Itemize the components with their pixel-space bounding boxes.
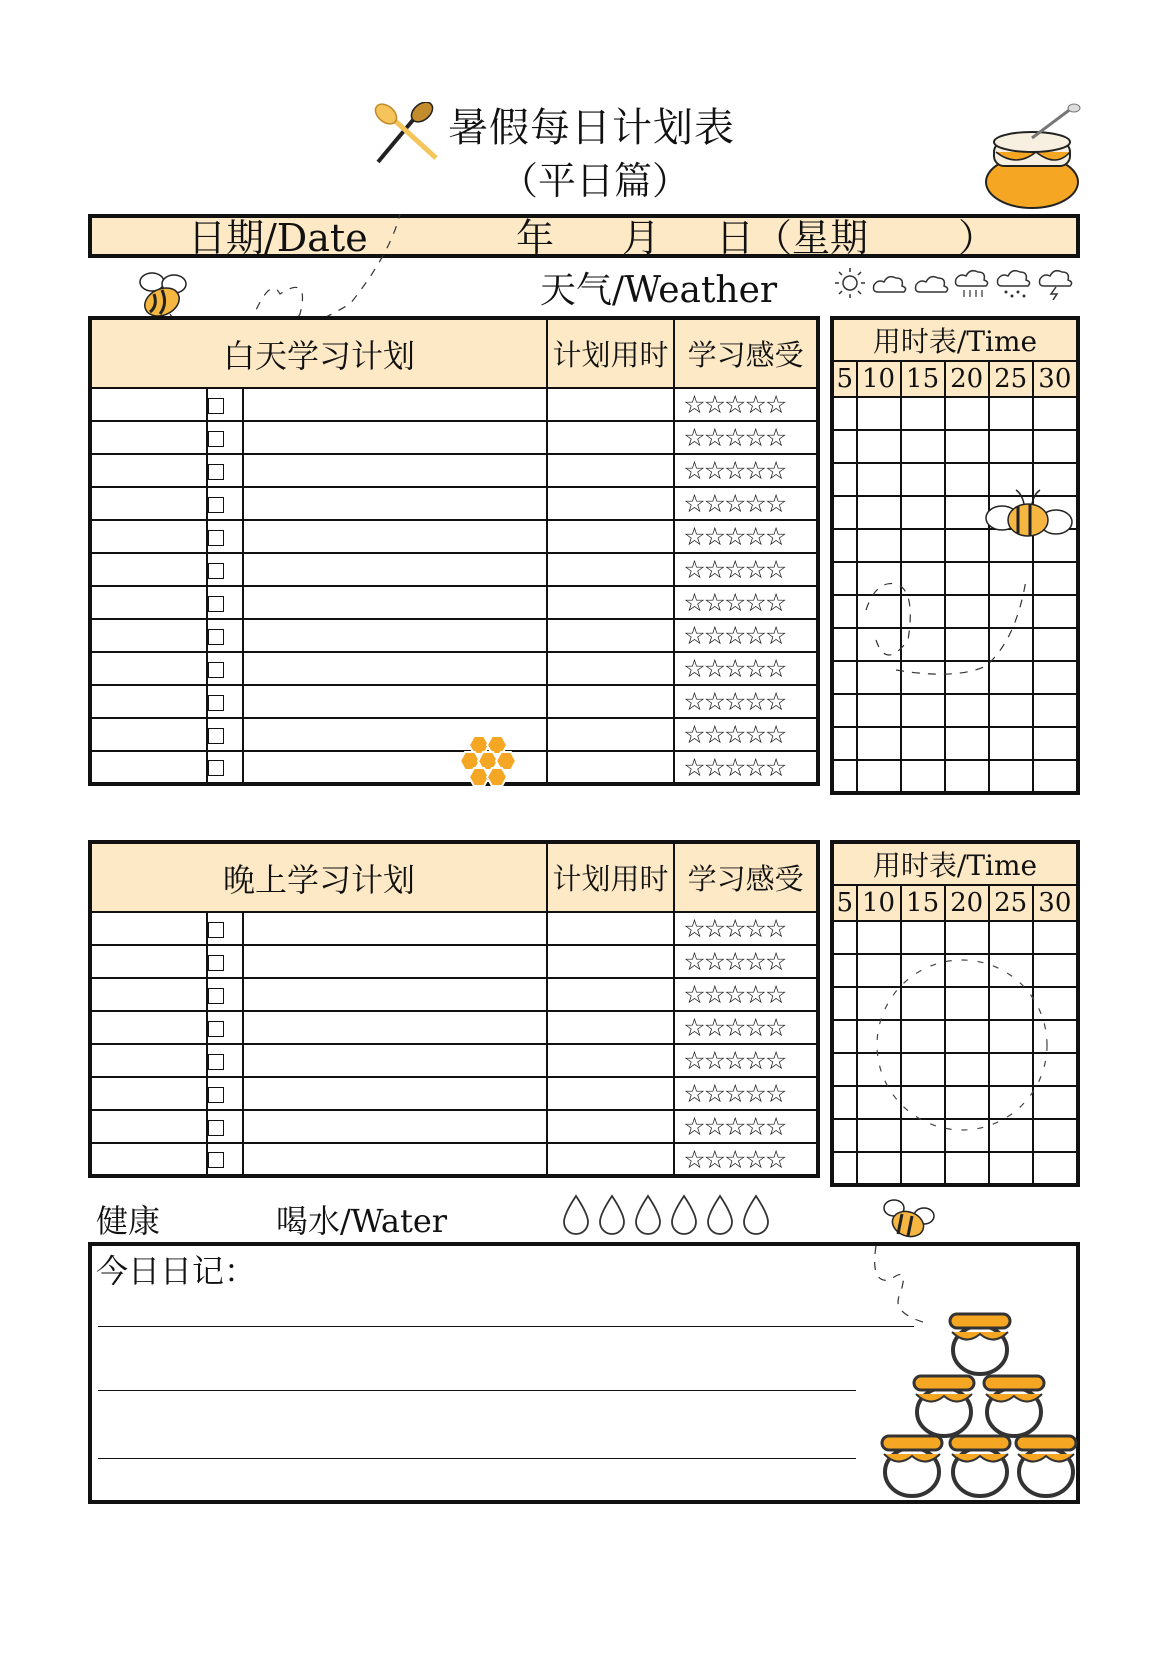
page-title: 暑假每日计划表 <box>448 105 735 151</box>
weather-label: 天气/Weather <box>540 270 778 311</box>
plan-checkbox-cell[interactable] <box>207 1077 243 1110</box>
timetable-cell[interactable] <box>1033 595 1078 628</box>
plan-task-cell[interactable] <box>243 912 547 945</box>
timetable-cell[interactable] <box>832 1152 857 1185</box>
plan-task-cell[interactable] <box>243 978 547 1011</box>
plan-subject-cell[interactable] <box>90 487 207 520</box>
cloud-icon[interactable] <box>916 277 948 292</box>
checkbox[interactable] <box>208 629 224 645</box>
timetable-cell[interactable] <box>1033 694 1078 727</box>
plan-checkbox-cell[interactable] <box>207 978 243 1011</box>
plan-rating-cell <box>674 520 818 553</box>
evening-plan-title: 晚上学习计划 <box>90 842 547 912</box>
rating-stars[interactable]: ☆☆☆☆☆ <box>683 1144 786 1174</box>
timetable-cell[interactable] <box>945 430 989 463</box>
plan-time-cell[interactable] <box>547 1110 674 1143</box>
plan-subject-cell[interactable] <box>90 586 207 619</box>
checkbox[interactable] <box>208 464 224 480</box>
checkbox[interactable] <box>208 497 224 513</box>
minute-header: 5 <box>832 361 857 397</box>
water-drop-icon[interactable] <box>708 1196 732 1234</box>
timetable-cell[interactable] <box>832 1053 857 1086</box>
timetable-cell[interactable] <box>832 661 857 694</box>
evening-plan-feel-header: 学习感受 <box>674 842 818 912</box>
table-row <box>90 1110 818 1143</box>
table-row <box>90 553 818 586</box>
rating-stars[interactable]: ☆☆☆☆☆ <box>683 1013 786 1042</box>
rating-stars[interactable]: ☆☆☆☆☆ <box>683 752 786 782</box>
timetable-cell[interactable] <box>832 430 857 463</box>
honey-jar-icon <box>976 102 1088 212</box>
plan-time-cell[interactable] <box>547 619 674 652</box>
weather-icons <box>832 266 1078 300</box>
timetable-cell[interactable] <box>945 1152 989 1185</box>
table-row <box>90 487 818 520</box>
plan-checkbox-cell[interactable] <box>207 487 243 520</box>
honey-jar-icon <box>914 1376 974 1436</box>
rating-stars[interactable]: ☆☆☆☆☆ <box>683 489 786 518</box>
plan-task-cell[interactable] <box>243 520 547 553</box>
plan-time-cell[interactable] <box>547 945 674 978</box>
table-row <box>90 520 818 553</box>
plan-task-cell[interactable] <box>243 421 547 454</box>
plan-time-cell[interactable] <box>547 487 674 520</box>
rating-stars[interactable]: ☆☆☆☆☆ <box>683 980 786 1009</box>
timetable-cell[interactable] <box>901 430 945 463</box>
minute-header: 25 <box>989 361 1033 397</box>
plan-task-cell[interactable] <box>243 1044 547 1077</box>
honey-jar-icon <box>1016 1436 1076 1496</box>
rating-stars[interactable]: ☆☆☆☆☆ <box>683 1112 786 1141</box>
timetable-cell[interactable] <box>901 397 945 430</box>
water-drop-icon[interactable] <box>564 1196 588 1234</box>
timetable-cell[interactable] <box>989 694 1033 727</box>
plan-task-cell[interactable] <box>243 487 547 520</box>
timetable-cell[interactable] <box>832 595 857 628</box>
plan-time-cell[interactable] <box>547 912 674 945</box>
timetable-cell[interactable] <box>857 760 901 793</box>
plan-subject-cell[interactable] <box>90 718 207 751</box>
timetable-cell[interactable] <box>857 529 901 562</box>
rating-stars[interactable]: ☆☆☆☆☆ <box>683 687 786 716</box>
timetable-cell[interactable] <box>945 496 989 529</box>
dotted-circle-decoration <box>862 950 1062 1140</box>
sun-icon[interactable] <box>835 268 865 298</box>
rating-stars[interactable]: ☆☆☆☆☆ <box>683 621 786 650</box>
timetable-cell[interactable] <box>901 727 945 760</box>
timetable-cell[interactable] <box>989 397 1033 430</box>
timetable-cell[interactable] <box>832 760 857 793</box>
timetable-cell[interactable] <box>945 727 989 760</box>
timetable-cell[interactable] <box>832 397 857 430</box>
timetable-cell[interactable] <box>945 760 989 793</box>
honey-jar-icon <box>984 1376 1044 1436</box>
rating-stars[interactable]: ☆☆☆☆☆ <box>683 522 786 551</box>
table-row <box>90 1011 818 1044</box>
plan-time-cell[interactable] <box>547 1077 674 1110</box>
timetable-cell[interactable] <box>832 727 857 760</box>
table-row <box>90 1143 818 1176</box>
page-subtitle: （平日篇） <box>500 159 691 203</box>
water-label: 喝水/Water <box>276 1202 448 1240</box>
plan-rating-cell <box>674 1110 818 1143</box>
plan-task-cell[interactable] <box>243 652 547 685</box>
plan-time-cell[interactable] <box>547 388 674 421</box>
bee-icon <box>880 1196 940 1246</box>
timetable-cell[interactable] <box>989 727 1033 760</box>
bee-trail-decoration <box>856 560 1036 680</box>
day-plan-table <box>88 316 820 786</box>
minute-header: 20 <box>945 885 989 921</box>
minute-header: 30 <box>1033 361 1078 397</box>
plan-task-cell[interactable] <box>243 1011 547 1044</box>
checkbox[interactable] <box>208 1087 224 1103</box>
minute-header: 15 <box>901 361 945 397</box>
plan-checkbox-cell[interactable] <box>207 912 243 945</box>
plan-subject-cell[interactable] <box>90 751 207 784</box>
plan-subject-cell[interactable] <box>90 421 207 454</box>
minute-header: 20 <box>945 361 989 397</box>
plan-task-cell[interactable] <box>243 388 547 421</box>
timetable-cell[interactable] <box>901 760 945 793</box>
plan-checkbox-cell[interactable] <box>207 421 243 454</box>
plan-rating-cell <box>674 751 818 784</box>
plan-subject-cell[interactable] <box>90 912 207 945</box>
diary-line <box>98 1458 856 1459</box>
checkbox[interactable] <box>208 662 224 678</box>
day-plan-title: 白天学习计划 <box>90 318 547 388</box>
checkbox[interactable] <box>208 728 224 744</box>
plan-checkbox-cell[interactable] <box>207 718 243 751</box>
plan-checkbox-cell[interactable] <box>207 751 243 784</box>
timetable-cell[interactable] <box>989 760 1033 793</box>
plan-subject-cell[interactable] <box>90 388 207 421</box>
plan-task-cell[interactable] <box>243 1143 547 1176</box>
plan-subject-cell[interactable] <box>90 1110 207 1143</box>
checkbox[interactable] <box>208 955 224 971</box>
minute-header: 25 <box>989 885 1033 921</box>
plan-subject-cell[interactable] <box>90 454 207 487</box>
evening-plan-table <box>88 840 820 1178</box>
plan-rating-cell <box>674 652 818 685</box>
table-row <box>90 388 818 421</box>
water-drop-icon[interactable] <box>636 1196 660 1234</box>
rating-stars[interactable]: ☆☆☆☆☆ <box>683 423 786 452</box>
table-row <box>90 652 818 685</box>
plan-subject-cell[interactable] <box>90 1044 207 1077</box>
health-label: 健康 <box>96 1202 161 1240</box>
minute-header: 10 <box>857 885 901 921</box>
plan-time-cell[interactable] <box>547 1011 674 1044</box>
water-drops <box>560 1192 794 1236</box>
timetable-row <box>832 430 1078 463</box>
rating-stars[interactable]: ☆☆☆☆☆ <box>683 588 786 617</box>
plan-time-cell[interactable] <box>547 586 674 619</box>
checkbox[interactable] <box>208 760 224 776</box>
honey-jar-icon <box>882 1436 942 1496</box>
plan-time-cell[interactable] <box>547 520 674 553</box>
day-plan-time-header: 计划用时 <box>547 318 674 388</box>
plan-time-cell[interactable] <box>547 1143 674 1176</box>
checkbox[interactable] <box>208 530 224 546</box>
plan-subject-cell[interactable] <box>90 1143 207 1176</box>
rating-stars[interactable]: ☆☆☆☆☆ <box>683 456 786 485</box>
day-week-label: 日（星期 <box>716 216 869 260</box>
timetable-cell[interactable] <box>857 496 901 529</box>
rating-stars[interactable]: ☆☆☆☆☆ <box>683 390 786 419</box>
plan-subject-cell[interactable] <box>90 978 207 1011</box>
table-row <box>90 454 818 487</box>
plan-time-cell[interactable] <box>547 454 674 487</box>
timetable-cell[interactable] <box>832 496 857 529</box>
water-drop-icon[interactable] <box>672 1196 696 1234</box>
timetable-cell[interactable] <box>901 694 945 727</box>
timetable-cell[interactable] <box>945 529 989 562</box>
plan-rating-cell <box>674 553 818 586</box>
bee-icon <box>984 484 1074 554</box>
checkbox[interactable] <box>208 1152 224 1168</box>
plan-checkbox-cell[interactable] <box>207 586 243 619</box>
timetable-cell[interactable] <box>832 463 857 496</box>
plan-task-cell[interactable] <box>243 553 547 586</box>
honey-jar-icon <box>950 1314 1010 1374</box>
water-drop-icon[interactable] <box>600 1196 624 1234</box>
checkbox[interactable] <box>208 1054 224 1070</box>
plan-checkbox-cell[interactable] <box>207 454 243 487</box>
timetable-cell[interactable] <box>857 694 901 727</box>
honey-dipper-icon <box>370 102 440 166</box>
plan-rating-cell <box>674 1143 818 1176</box>
plan-rating-cell <box>674 912 818 945</box>
plan-checkbox-cell[interactable] <box>207 1110 243 1143</box>
honey-jars-stack-icon <box>880 1300 1080 1502</box>
date-label: 日期/Date <box>188 216 368 260</box>
plan-time-cell[interactable] <box>547 1044 674 1077</box>
timetable-cell[interactable] <box>832 1020 857 1053</box>
close-paren: ） <box>958 216 997 260</box>
day-timetable-title: 用时表/Time <box>832 318 1078 361</box>
timetable-cell[interactable] <box>857 397 901 430</box>
checkbox[interactable] <box>208 1021 224 1037</box>
checkbox[interactable] <box>208 922 224 938</box>
timetable-cell[interactable] <box>1033 661 1078 694</box>
timetable-cell[interactable] <box>989 1152 1033 1185</box>
plan-rating-cell <box>674 586 818 619</box>
timetable-row <box>832 760 1078 793</box>
plan-rating-cell <box>674 1077 818 1110</box>
snow-icon[interactable] <box>998 271 1030 298</box>
timetable-row <box>832 1152 1078 1185</box>
timetable-cell[interactable] <box>857 463 901 496</box>
timetable-cell[interactable] <box>832 628 857 661</box>
timetable-row <box>832 727 1078 760</box>
plan-time-cell[interactable] <box>547 553 674 586</box>
checkbox[interactable] <box>208 1120 224 1136</box>
timetable-cell[interactable] <box>832 1119 857 1152</box>
timetable-cell[interactable] <box>857 1152 901 1185</box>
checkbox[interactable] <box>208 563 224 579</box>
table-row <box>90 718 818 751</box>
timetable-cell[interactable] <box>901 496 945 529</box>
timetable-cell[interactable] <box>945 463 989 496</box>
timetable-cell[interactable] <box>1033 397 1078 430</box>
day-plan-feel-header: 学习感受 <box>674 318 818 388</box>
plan-subject-cell[interactable] <box>90 685 207 718</box>
plan-checkbox-cell[interactable] <box>207 619 243 652</box>
plan-task-cell[interactable] <box>243 945 547 978</box>
timetable-cell[interactable] <box>901 529 945 562</box>
timetable-row <box>832 397 1078 430</box>
plan-subject-cell[interactable] <box>90 619 207 652</box>
rating-stars[interactable]: ☆☆☆☆☆ <box>683 720 786 749</box>
timetable-cell[interactable] <box>989 430 1033 463</box>
table-row <box>90 1044 818 1077</box>
plan-rating-cell <box>674 619 818 652</box>
table-row <box>90 685 818 718</box>
rating-stars[interactable]: ☆☆☆☆☆ <box>683 654 786 683</box>
thunder-icon[interactable] <box>1040 271 1072 300</box>
plan-time-cell[interactable] <box>547 685 674 718</box>
diary-label: 今日日记： <box>96 1252 257 1290</box>
timetable-cell[interactable] <box>832 529 857 562</box>
table-row <box>90 421 818 454</box>
rating-stars[interactable]: ☆☆☆☆☆ <box>683 914 786 943</box>
timetable-cell[interactable] <box>1033 760 1078 793</box>
plan-time-cell[interactable] <box>547 652 674 685</box>
minute-header: 30 <box>1033 885 1078 921</box>
plan-checkbox-cell[interactable] <box>207 553 243 586</box>
timetable-cell[interactable] <box>857 727 901 760</box>
table-row <box>90 619 818 652</box>
plan-checkbox-cell[interactable] <box>207 652 243 685</box>
checkbox[interactable] <box>208 988 224 1004</box>
plan-time-cell[interactable] <box>547 718 674 751</box>
plan-subject-cell[interactable] <box>90 652 207 685</box>
table-row <box>90 1077 818 1110</box>
timetable-cell[interactable] <box>1033 430 1078 463</box>
rating-stars[interactable]: ☆☆☆☆☆ <box>683 555 786 584</box>
table-row <box>90 751 818 784</box>
plan-time-cell[interactable] <box>547 421 674 454</box>
checkbox[interactable] <box>208 596 224 612</box>
plan-task-cell[interactable] <box>243 586 547 619</box>
timetable-cell[interactable] <box>1033 628 1078 661</box>
timetable-cell[interactable] <box>901 1152 945 1185</box>
checkbox[interactable] <box>208 431 224 447</box>
day-timetable <box>830 316 1080 795</box>
plan-subject-cell[interactable] <box>90 553 207 586</box>
plan-rating-cell <box>674 1011 818 1044</box>
diary-line <box>98 1390 856 1391</box>
plan-checkbox-cell[interactable] <box>207 685 243 718</box>
plan-checkbox-cell[interactable] <box>207 1011 243 1044</box>
plan-subject-cell[interactable] <box>90 520 207 553</box>
timetable-cell[interactable] <box>832 562 857 595</box>
checkbox[interactable] <box>208 398 224 414</box>
honey-jar-icon <box>950 1436 1010 1496</box>
checkbox[interactable] <box>208 695 224 711</box>
plan-subject-cell[interactable] <box>90 945 207 978</box>
plan-task-cell[interactable] <box>243 619 547 652</box>
month-label: 月 <box>622 216 661 260</box>
timetable-cell[interactable] <box>1033 727 1078 760</box>
timetable-cell[interactable] <box>857 430 901 463</box>
rating-stars[interactable]: ☆☆☆☆☆ <box>683 947 786 976</box>
plan-subject-cell[interactable] <box>90 1011 207 1044</box>
diary-line <box>98 1326 914 1327</box>
timetable-cell[interactable] <box>832 921 857 954</box>
timetable-cell[interactable] <box>1033 562 1078 595</box>
rain-icon[interactable] <box>956 271 988 297</box>
plan-rating-cell <box>674 978 818 1011</box>
plan-rating-cell <box>674 685 818 718</box>
timetable-cell[interactable] <box>832 694 857 727</box>
table-row <box>90 945 818 978</box>
timetable-cell[interactable] <box>832 1086 857 1119</box>
year-label: 年 <box>516 216 555 260</box>
plan-checkbox-cell[interactable] <box>207 1044 243 1077</box>
evening-plan-time-header: 计划用时 <box>547 842 674 912</box>
rating-stars[interactable]: ☆☆☆☆☆ <box>683 1079 786 1108</box>
plan-rating-cell <box>674 487 818 520</box>
timetable-cell[interactable] <box>945 694 989 727</box>
plan-rating-cell <box>674 454 818 487</box>
evening-timetable-title: 用时表/Time <box>832 842 1078 885</box>
minute-header: 5 <box>832 885 857 921</box>
plan-rating-cell <box>674 421 818 454</box>
plan-time-cell[interactable] <box>547 978 674 1011</box>
timetable-cell[interactable] <box>945 397 989 430</box>
plan-rating-cell <box>674 945 818 978</box>
timetable-cell[interactable] <box>901 463 945 496</box>
timetable-row <box>832 694 1078 727</box>
table-row <box>90 978 818 1011</box>
timetable-cell[interactable] <box>1033 1152 1078 1185</box>
plan-checkbox-cell[interactable] <box>207 1143 243 1176</box>
timetable-cell[interactable] <box>832 954 857 987</box>
plan-checkbox-cell[interactable] <box>207 945 243 978</box>
rating-stars[interactable]: ☆☆☆☆☆ <box>683 1046 786 1075</box>
plan-checkbox-cell[interactable] <box>207 520 243 553</box>
timetable-cell[interactable] <box>832 987 857 1020</box>
table-row <box>90 912 818 945</box>
plan-rating-cell <box>674 718 818 751</box>
plan-time-cell[interactable] <box>547 751 674 784</box>
plan-rating-cell <box>674 388 818 421</box>
plan-subject-cell[interactable] <box>90 1077 207 1110</box>
water-drop-icon[interactable] <box>744 1196 768 1234</box>
honeycomb-icon <box>458 734 522 788</box>
minute-header: 10 <box>857 361 901 397</box>
plan-rating-cell <box>674 1044 818 1077</box>
plan-task-cell[interactable] <box>243 454 547 487</box>
plan-task-cell[interactable] <box>243 1077 547 1110</box>
cloud-sun-icon[interactable] <box>874 277 906 292</box>
plan-task-cell[interactable] <box>243 685 547 718</box>
plan-task-cell[interactable] <box>243 1110 547 1143</box>
table-row <box>90 586 818 619</box>
plan-checkbox-cell[interactable] <box>207 388 243 421</box>
minute-header: 15 <box>901 885 945 921</box>
